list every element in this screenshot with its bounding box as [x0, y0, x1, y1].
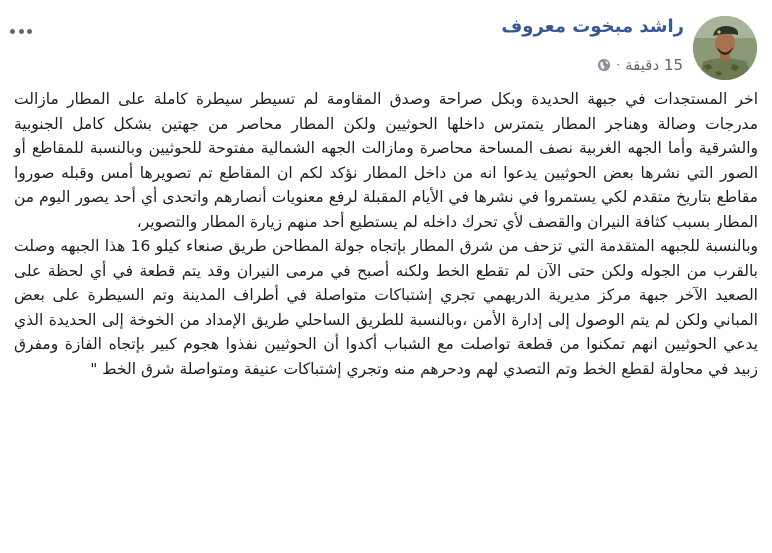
avatar[interactable] — [693, 16, 757, 80]
meta-separator: · — [616, 58, 621, 72]
avatar-image — [693, 16, 757, 80]
more-options-dot — [19, 29, 24, 34]
post-timestamp[interactable]: 15 دقيقة — [625, 56, 683, 74]
post-paragraph: وبالنسبة للجبهه المتقدمة التي تزحف من شرق المطار بإتجاه جولة المطاحن طريق صنعاء كيلو 16 هذا الجبهه وصلت بالقرب من الجوله ولكن حتى الآن لم تقطع الخط ولكنه أصبح في مرمى النيران وقد يتم قطعة في أي لحظة على الصعيد الآخر جبهة مركز مديرية الدريهمي تجري إشتباكات متواصلة في أطراف المدينة وتم السيطرة على بعض المباني ولكن لم يتم الوصول إلى إدارة الأمن ،وبالنسبة للطريق الساحلي طريق الإمداد من الخوخة إلى الحديدة الذي يدعي الحوثيين انهم تمكنوا من قطعة تواصلت مع الشباب أكدوا أن الحوثيين نفذوا هجوم كبير بإتجاه الفازة ومفرق زبيد في محاولة لقطع الخط وتم التصدي لهم ودحرهم منه وتجري إشتباكات عنيفة ومتواصلة شرق الخط " — [14, 237, 758, 378]
more-options-icon — [10, 29, 15, 34]
more-options-dot — [27, 29, 32, 34]
post-meta — [597, 56, 683, 74]
post-body — [14, 87, 758, 381]
more-options-button[interactable] — [10, 24, 32, 38]
post-paragraph: اخر المستجدات في جبهة الحديدة وبكل صراحة وصدق المقاومة لم تسيطر سيطرة كاملة على المطار مازالت مدرجات وصالة وهناجر المطار يتمترس داخلها الحوثيين ولكن المطار محاصر من جهتين بشكل كامل الجنوبية والشرقية وأما الجهه الغربية نصف المساحة محاصرة ومازالت الجهه الشمالية مفتوحة للحوثيين وبالنسبة للمقاطع أو الصور التي نشرها بعض الحوثيين يدعوا انه من داخل المطار نؤكد لكم ان المقاطع تم تصويرها أمس وقبله صوروا مقاطع بتاريخ متقدم لكي يستمروا في نشرها في الأيام المقبلة لرفع معنويات أنصارهم واتحدى أي أحد يصور اليوم من المطار بسبب كثافة النيران والقصف لأي تحرك داخله لم يستطيع أحد منهم زيارة المطار والتصوير، — [14, 90, 758, 231]
author-name[interactable]: راشد مبخوت معروف — [501, 16, 684, 37]
globe-icon — [597, 58, 611, 72]
